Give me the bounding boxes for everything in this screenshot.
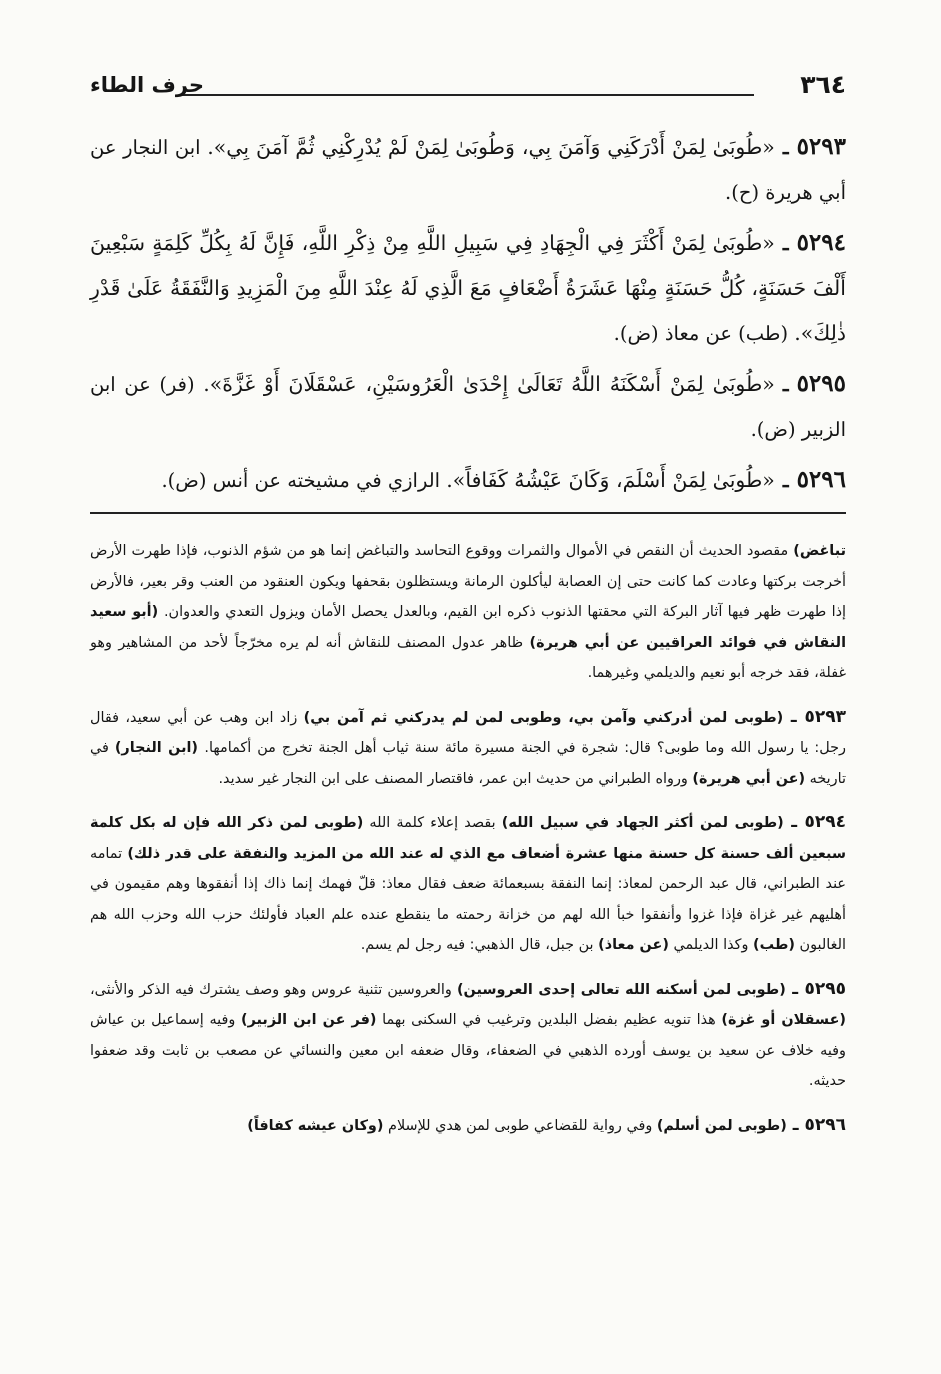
bold-phrase: تباغض) bbox=[793, 543, 846, 559]
note-number: ٥٢٩٤ ـ bbox=[783, 812, 847, 832]
bold-phrase: (أبو سعيد النقاش في فوائد العراقيين عن أبي هريرة) bbox=[90, 604, 847, 651]
bold-phrase: (طوبى لمن أدركني وآمن بي، وطوبى لمن لم يدركني ثم آمن بي) bbox=[303, 709, 784, 726]
commentary-5296 bbox=[90, 1110, 846, 1142]
commentary-text: والعروسين تثنية عروس وهو وصف يشترك فيه الذكر والأنثى، bbox=[90, 981, 457, 998]
bold-phrase: (طوبى لمن أسلم) bbox=[656, 1117, 787, 1134]
entry-number: ٥٢٩٦ bbox=[796, 466, 846, 493]
entry-number: ٥٢٩٥ bbox=[796, 370, 846, 397]
hadith-entry-5294: ٥٢٩٤ـ«طُوبَىٰ لِمَنْ أَكْثَرَ فِي الْجِهَادِ فِي سَبِيلِ اللَّهِ مِنْ ذِكْرِ اللَّهِ، فَإِنَّ لَهُ بِكُلِّ كَلِمَةٍ سَبْعِينَ أَلْفَ حَسَنَةٍ، كُلُّ حَسَنَةٍ مِنْهَا عَشَرَةُ أَضْعَافٍ مَعَ الَّذِي لَهُ عِنْدَ اللَّهِ مِنَ الْمَزِيدِ وَالنَّفَقَةُ عَلَىٰ قَدْرِ ذٰلِكَ». (طب) عن معاذ (ض). bbox=[90, 229, 846, 345]
commentary-5293 bbox=[90, 702, 846, 795]
note-number: ٥٢٩٥ ـ bbox=[785, 978, 847, 999]
bold-phrase: (عن أبي هريرة) bbox=[692, 770, 806, 787]
hadith-text: «طُوبَىٰ لِمَنْ أَدْرَكَنِي وَآمَنَ بِي، وَطُوبَىٰ لِمَنْ لَمْ يُدْرِكْنِي ثُمَّ آمَنَ بِي». bbox=[207, 135, 775, 159]
main-text bbox=[90, 124, 846, 508]
commentary-text: وفيه إسماعيل بن عياش وفيه خلاف عن سعيد بن يوسف أورده الذهبي في الضعفاء، وقال ضعفه ابن معين والنسائي عن مصعب بن ثابت وقد ضعفوا حديثه. bbox=[90, 1012, 846, 1089]
hadith-entry-5293: ٥٢٩٣ـ«طُوبَىٰ لِمَنْ أَدْرَكَنِي وَآمَنَ بِي، وَطُوبَىٰ لِمَنْ لَمْ يُدْرِكْنِي ثُمَّ آمَنَ بِي». ابن النجار عن أبي هريرة (ح). bbox=[90, 133, 846, 204]
hadith-source: ابن النجار عن أبي هريرة (ح). bbox=[90, 136, 846, 204]
note-number: ٥٢٩٦ ـ bbox=[786, 1114, 846, 1135]
entry-number: ٥٢٩٤ bbox=[796, 229, 846, 256]
header-rule bbox=[182, 94, 754, 96]
footnote-separator bbox=[90, 512, 846, 514]
bold-phrase: (طب) bbox=[753, 937, 795, 953]
commentary-text: هذا تنويه عظيم بفضل البلدين وترغيب في السكنى بهما bbox=[376, 1012, 722, 1028]
commentary-text: وكذا الديلمي bbox=[668, 937, 754, 953]
hadith-source: الرازي في مشيخته عن أنس (ض). bbox=[161, 469, 441, 492]
hadith-entry-5295: ٥٢٩٥ـ«طُوبَىٰ لِمَنْ أَسْكَنَهُ اللَّهُ تَعَالَىٰ إِحْدَىٰ الْعَرُوسَيْنِ، عَسْقَلَانَ أَوْ غَزَّةَ». (فر) عن ابن الزبير (ض). bbox=[90, 370, 846, 441]
hadith-text: «طُوبَىٰ لِمَنْ أَسْلَمَ، وَكَانَ عَيْشُهُ كَفَافاً». bbox=[446, 468, 775, 492]
commentary-text: في تاريخه bbox=[90, 740, 846, 787]
commentary-5294 bbox=[90, 807, 846, 961]
commentary-intro bbox=[90, 536, 846, 689]
bold-phrase: (طوبى لمن أكثر الجهاد في سبيل الله) bbox=[501, 815, 784, 831]
note-number: ٥٢٩٣ ـ bbox=[783, 706, 846, 727]
bold-phrase: (وكان عيشه كفافاً) bbox=[247, 1117, 384, 1134]
bold-phrase: (طوبى لمن ذكر الله فإن له بكل كلمة سبعين ألف حسنة كل حسنة منها عشرة أضعاف مع الذي له عند الله من المزيد والنفقة على قدر ذلك) bbox=[90, 815, 846, 862]
bold-phrase: (ابن النجار) bbox=[114, 740, 205, 756]
hadith-text: «طُوبَىٰ لِمَنْ أَكْثَرَ فِي الْجِهَادِ فِي سَبِيلِ اللَّهِ مِنْ ذِكْرِ اللَّهِ، فَإِنَّ لَهُ بِكُلِّ كَلِمَةٍ سَبْعِينَ أَلْفَ حَسَنَةٍ، كُلُّ حَسَنَةٍ مِنْهَا عَشَرَةُ أَضْعَافٍ مَعَ الَّذِي لَهُ عِنْدَ اللَّهِ مِنَ الْمَزِيدِ وَالنَّفَقَةُ عَلَىٰ قَدْرِ ذٰلِكَ». bbox=[90, 231, 846, 345]
hadith-entry-5296: ٥٢٩٦ـ«طُوبَىٰ لِمَنْ أَسْلَمَ، وَكَانَ عَيْشُهُ كَفَافاً». الرازي في مشيخته عن أنس (ض). bbox=[161, 466, 846, 493]
commentary-text: بن جبل، قال الذهبي: فيه رجل لم يسم. bbox=[360, 937, 599, 953]
hadith-source: (طب) عن معاذ (ض). bbox=[613, 322, 789, 345]
bold-phrase: (عن معاذ) bbox=[598, 937, 669, 953]
commentary-5295 bbox=[90, 974, 846, 1097]
bold-phrase: (عسقلان أو غزة) bbox=[721, 1012, 846, 1028]
bold-phrase: (طوبى لمن أسكنه الله تعالى إحدى العروسين) bbox=[456, 981, 786, 998]
bold-phrase: (فر عن ابن الزبير) bbox=[241, 1012, 377, 1028]
running-title: حرف الطاء bbox=[90, 73, 205, 97]
commentary-text: ورواه الطبراني من حديث ابن عمر، فاقتصار المصنف على ابن النجار غير سديد. bbox=[218, 770, 693, 787]
commentary-text: تمامه عند الطبراني، قال عبد الرحمن لمعاذ: إنما النفقة بسبعمائة ضعف فقال معاذ: قلّ فهمك إنما ذاك إذا أنفقوها وهم مقيمون في أهليهم غير غزاة فإذا غزوا وأنفقوا خبأ الله لهم من خزانة رحمته ما ينقطع عنده علم العباد فأولئك حزب الله وحزب الله هم الغالبون bbox=[90, 845, 846, 953]
page-number: ٣٦٤ bbox=[800, 70, 846, 99]
commentary-text: ظاهر عدول المصنف للنقاش أنه لم يره مخرّجاً لأحد من المشاهير وهو غفلة، فقد خرجه أبو نعيم والديلمي وغيرهما. bbox=[90, 634, 846, 681]
page-header bbox=[90, 68, 846, 102]
hadith-text: «طُوبَىٰ لِمَنْ أَسْكَنَهُ اللَّهُ تَعَالَىٰ إِحْدَىٰ الْعَرُوسَيْنِ، عَسْقَلَانَ أَوْ غَزَّةَ». bbox=[203, 372, 775, 396]
commentary-text: مقصود الحديث أن النقص في الأموال والثمرات ووقوع التحاسد والتباغض إنما هو من شؤم الذنوب، فإذا طهرت الأرض أخرجت بركتها وعادت كما كانت حتى إن العصابة ليأكلون الرمانة ويستظلون بقحفها ويكون العنقود من العنب وقر بعير، فالأرض إذا طهرت ظهر فيها آثار البركة التي محقتها الذنوب ذكره ابن القيم، وبالعدل يحصل الأمان ويزول التعدي والعدوان. bbox=[90, 543, 846, 620]
hadith-source: (فر) عن ابن الزبير (ض). bbox=[90, 373, 846, 441]
commentary bbox=[90, 536, 846, 1154]
commentary-text: زاد ابن وهب عن أبي سعيد، فقال رجل: يا رسول الله وما طوبى؟ قال: شجرة في الجنة مسيرة مائة سنة ثياب أهل الجنة تخرج من أكمامها. bbox=[90, 709, 847, 756]
commentary-text: بقصد إعلاء كلمة الله bbox=[363, 815, 502, 831]
entry-number: ٥٢٩٣ bbox=[796, 133, 846, 160]
commentary-text: وفي رواية للقضاعي طوبى لمن هدي للإسلام bbox=[383, 1117, 657, 1134]
